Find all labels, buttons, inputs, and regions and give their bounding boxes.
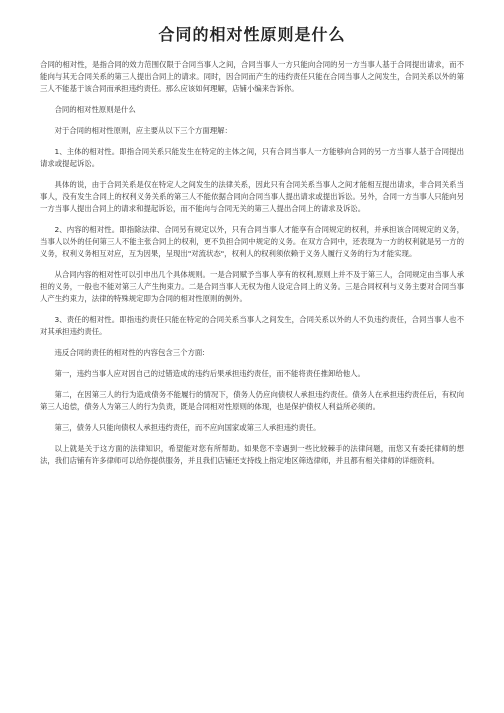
paragraph: 具体的说，由于合同关系是仅在特定人之间发生的法律关系，因此只有合同关系当事人之间才能相互提出请求，非合同关系当事人，没有发生合同上的权利义务关系的第三人不能依据合同向合同当事人提出请求或提出诉讼。另外，合同一方当事人只能向另一方当事人提出合同上的请求和提起诉讼，而不能向与合同无关的第三人提出合同上的请求及诉讼。 (40, 180, 464, 213)
paragraph: 对于合同的相对性原则，应主要从以下三个方面理解： (54, 126, 232, 135)
paragraph: 第一，违约当事人应对因自己的过错造成的违约后果承担违约责任，而不能将责任推卸给他人。 (54, 369, 365, 378)
section-heading: 合同的相对性原则是什么 (54, 105, 136, 114)
paragraph-closing: 以上就是关于这方面的法律知识，希望能对您有所帮助。如果您不幸遇到一些比较棘手的法律问题，而您又有委托律师的想法，我们店铺有许多律师可以给你提供服务，并且我们店铺还支持线上指定地区筛选律师，并且都有相关律师的详细资料。 (40, 444, 464, 465)
paragraph-intro: 合同的相对性，是指合同的效力范围仅限于合同当事人之间，合同当事人一方只能向合同的另一方当事人基于合同提出请求，而不能向与其无合同关系的第三人提出合同上的请求。同时，因合同而产生的违约责任只能在合同当事人之间发生，合同关系以外的第三人不能基于该合同而承担违约责任。那么应该如何理解，店铺小编来告诉你。 (40, 60, 464, 93)
paragraph: 3、责任的相对性。即指违约责任只能在特定的合同关系当事人之间发生，合同关系以外的人不负违约责任，合同当事人也不对其承担违约责任。 (40, 315, 464, 336)
paragraph: 违反合同的责任的相对性的内容包含三个方面: (54, 348, 205, 357)
paragraph: 2、内容的相对性。即指除法律、合同另有规定以外，只有合同当事人才能享有合同规定的权利，并承担该合同规定的义务，当事人以外的任何第三人不能主张合同上的权利，更不负担合同中规定的义务。在双方合同中，还表现为一方的权利就是另一方的义务，权利义务相互对应，互为因果，呈现出"对流状态"，权利人的权利须依赖于义务人履行义务的行为才能实现。 (40, 225, 464, 258)
paragraph: 从合同内容的相对性可以引申出几个具体规则。一是合同赋予当事人享有的权利,原则上并不及于第三人，合同规定由当事人承担的义务，一般也不能对第三人产生拘束力。二是合同当事人无权为他人设定合同上的义务。三是合同权利与义务主要对合同当事人产生约束力，法律的特殊规定即为合同的相对性原则的例外。 (40, 270, 464, 303)
paragraph: 第三，债务人只能向债权人承担违约责任，而不应向国家或第三人承担违约责任。 (54, 423, 321, 432)
paragraph: 1、主体的相对性。即指合同关系只能发生在特定的主体之间，只有合同当事人一方能够向合同的另一方当事人基于合同提出请求或提起诉讼。 (40, 147, 464, 168)
paragraph: 第二，在因第三人的行为造成债务不能履行的情况下，债务人仍应向债权人承担违约责任。债务人在承担违约责任后，有权向第三人追偿，债务人为第三人的行为负责，既是合同相对性原则的体现，也是保护债权人利益所必须的。 (40, 390, 464, 411)
page-title: 合同的相对性原则是什么 (158, 25, 346, 44)
